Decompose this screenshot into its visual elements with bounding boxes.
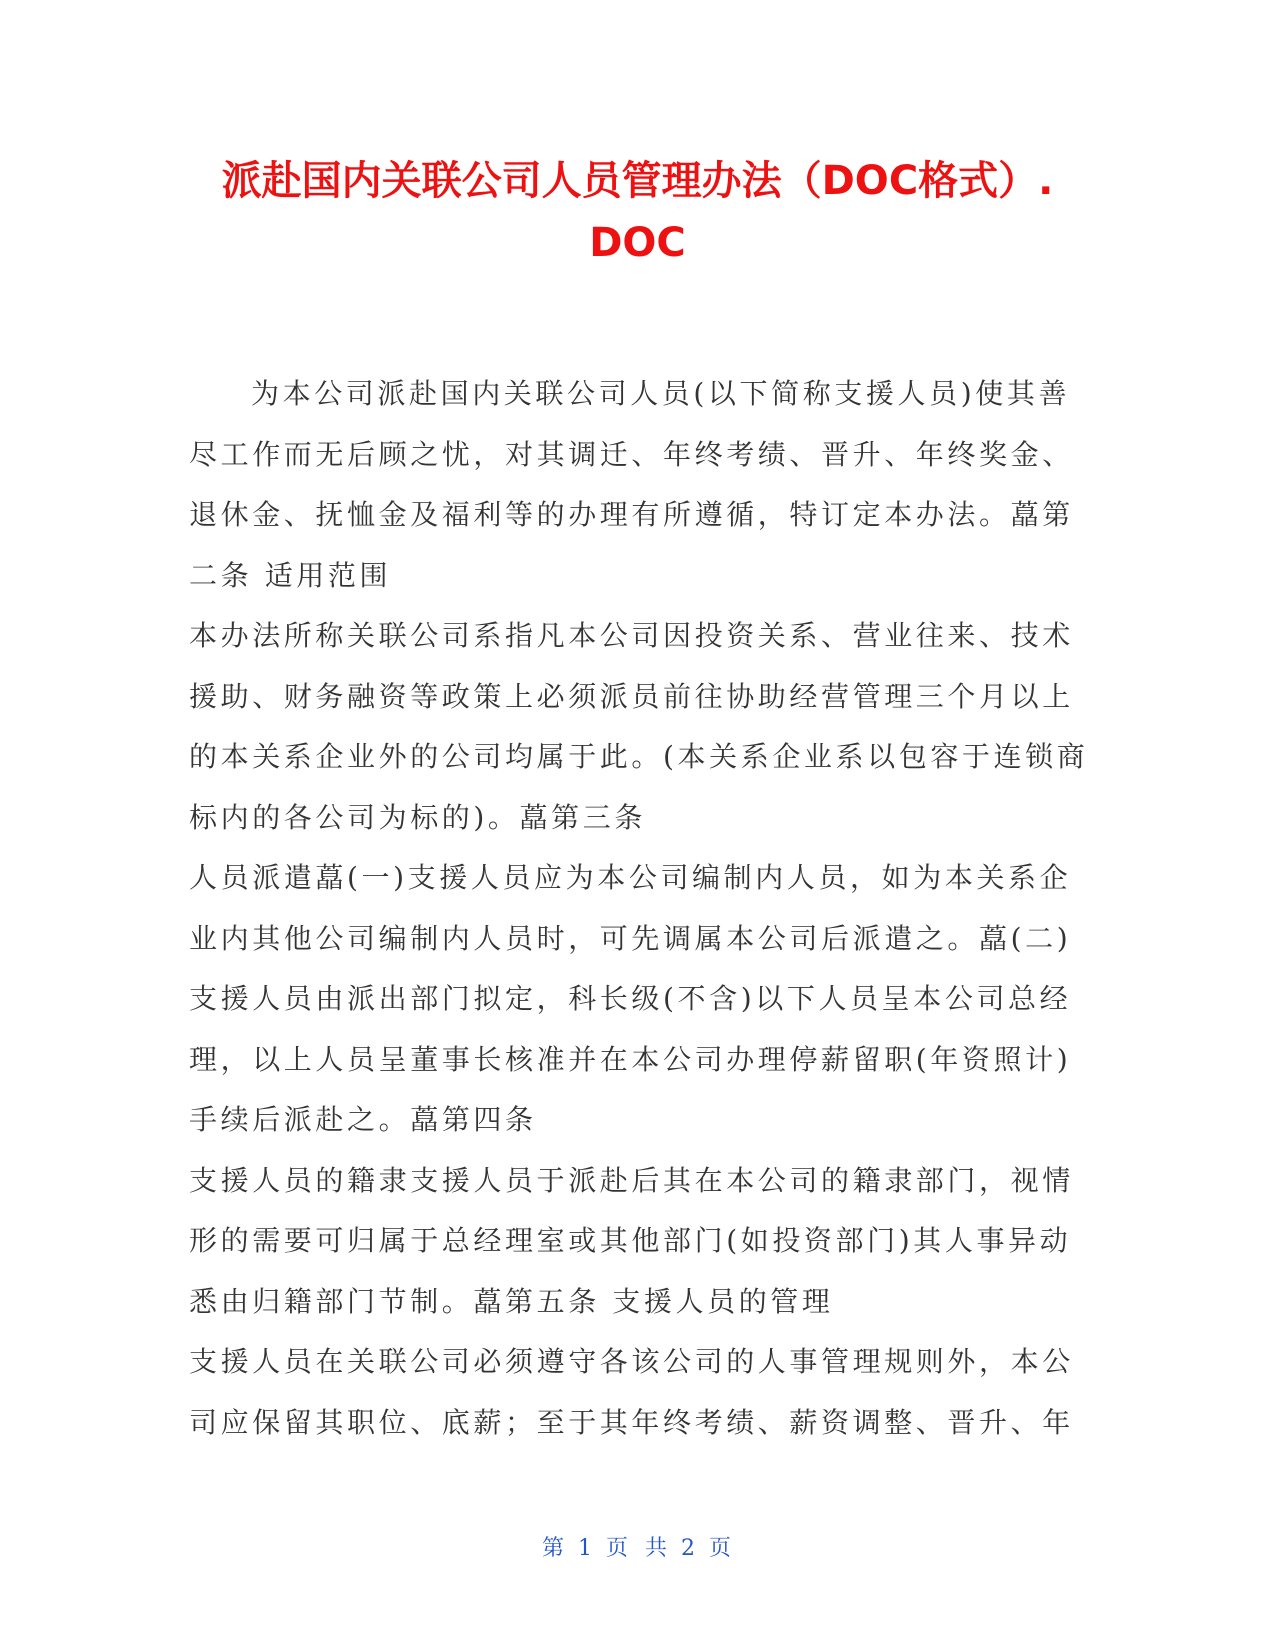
body-line: 的本关系企业外的公司均属于此。(本关系企业系以包容于连锁商: [189, 740, 1089, 773]
page-label-prefix: 第: [541, 1536, 566, 1561]
page-current: 1: [578, 1536, 594, 1561]
body-line: 援助、财务融资等政策上必须派员前往协助经营管理三个月以上: [189, 679, 1074, 713]
body-line: 为本公司派赴国内关联公司人员(以下简称支援人员)使其善: [251, 377, 1071, 410]
document-title: [150, 150, 1125, 274]
body-line: 二条 适用范围: [189, 558, 392, 592]
body-line: 标内的各公司为标的)。藠第三条: [189, 800, 646, 834]
body-line: 退休金、抚恤金及福利等的办理有所遵循，特订定本办法。藠第: [189, 498, 1074, 531]
page-footer: [0, 1531, 1275, 1562]
body-line: 悉由归籍部门节制。藠第五条 支援人员的管理: [189, 1284, 834, 1318]
page-total: 2: [681, 1536, 697, 1561]
body-line: 业内其他公司编制内人员时，可先调属本公司后派遣之。藠(二): [189, 921, 1072, 955]
body-line: 人员派遣藠(一)支援人员应为本公司编制内人员，如为本关系企: [189, 861, 1072, 894]
title-line-1: 派赴国内关联公司人员管理办法（DOC格式）.: [221, 158, 1054, 204]
body-line: 尽工作而无后顾之忧，对其调迁、年终考绩、晋升、年终奖金、: [189, 437, 1074, 471]
body-line: 司应保留其职位、底薪；至于其年终考绩、薪资调整、晋升、年: [189, 1405, 1074, 1439]
body-line: 支援人员的籍隶支援人员于派赴后其在本公司的籍隶部门，视情: [189, 1163, 1074, 1197]
body-line: 理，以上人员呈董事长核准并在本公司办理停薪留职(年资照计): [189, 1042, 1072, 1076]
title-line-2: DOC: [589, 220, 686, 266]
body-line: 支援人员由派出部门拟定，科长级(不含)以下人员呈本公司总经: [189, 982, 1072, 1015]
body-line: 本办法所称关联公司系指凡本公司因投资关系、营业往来、技术: [189, 619, 1074, 652]
body-line: 形的需要可归属于总经理室或其他部门(如投资部门)其人事异动: [189, 1224, 1072, 1257]
page-label-mid: 页 共: [606, 1536, 669, 1561]
body-line: 支援人员在关联公司必须遵守各该公司的人事管理规则外，本公: [189, 1345, 1074, 1378]
body-line: 手续后派赴之。藠第四条: [189, 1103, 537, 1136]
document-body: [189, 364, 1089, 1453]
page-label-suffix: 页: [709, 1536, 734, 1561]
